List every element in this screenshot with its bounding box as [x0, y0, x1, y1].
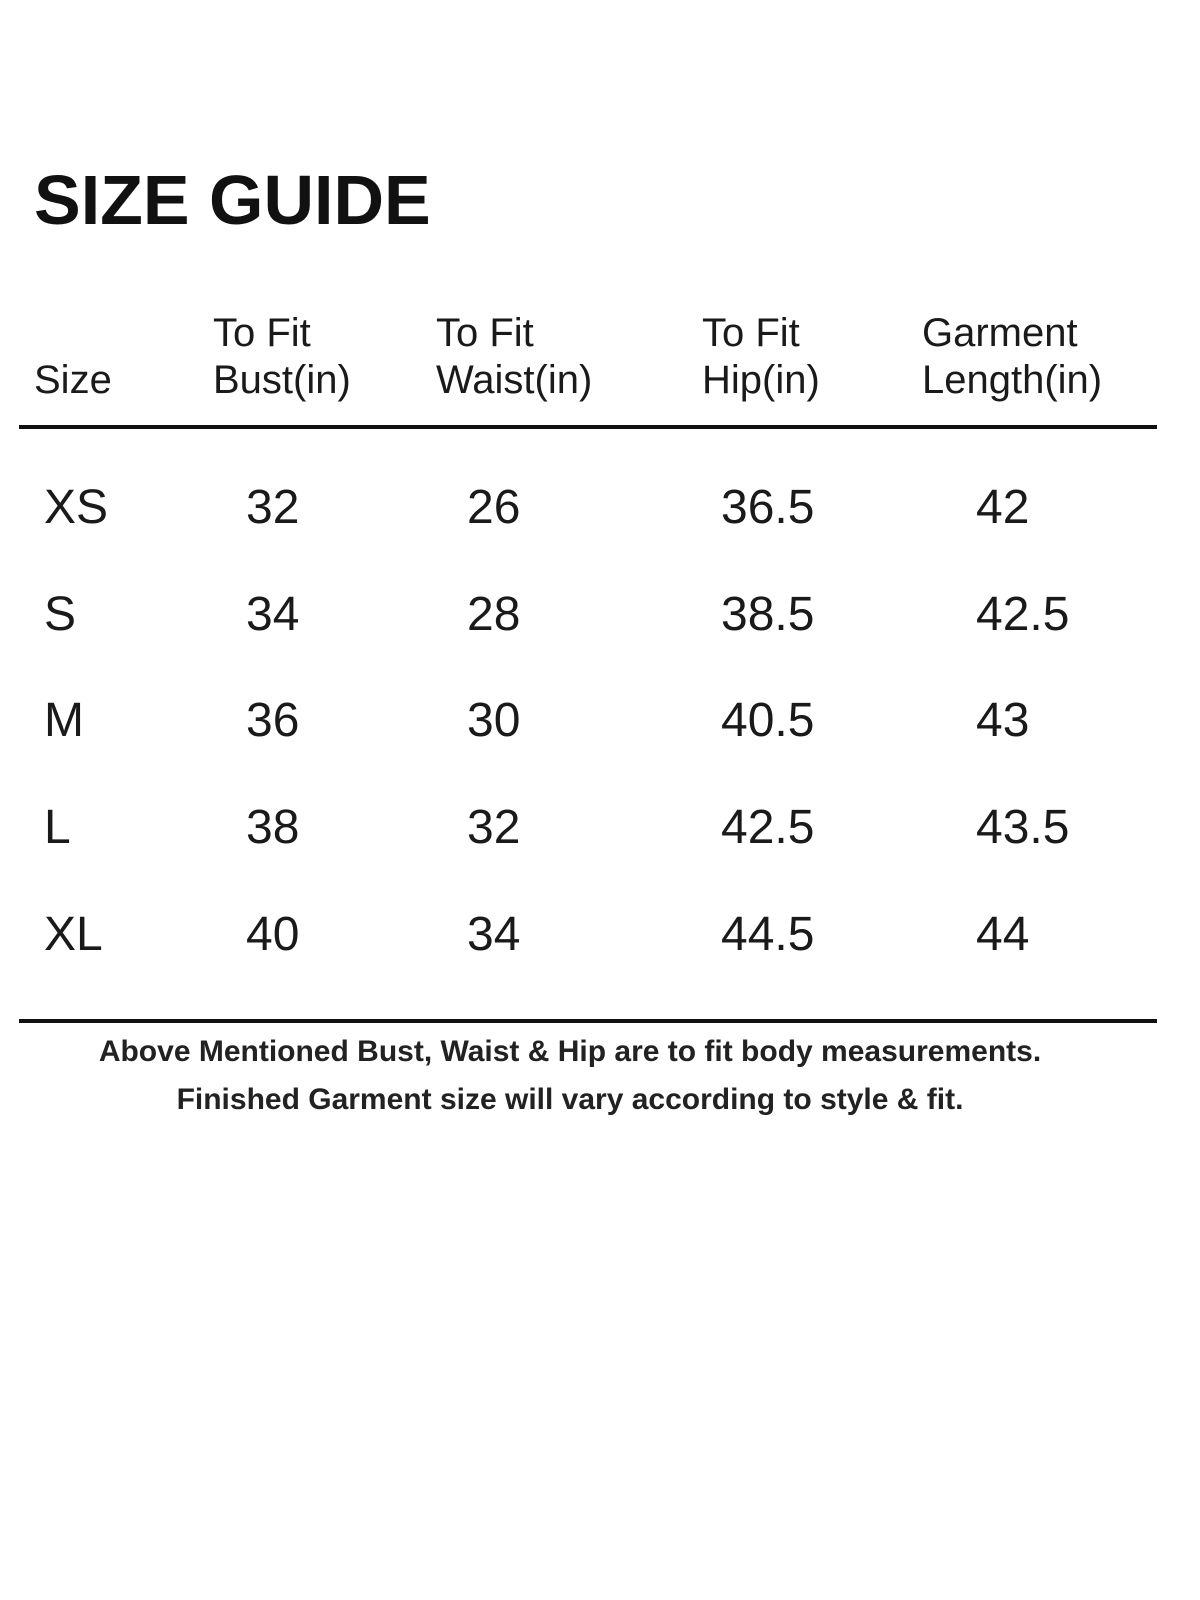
- cell-bust: 40: [246, 908, 300, 961]
- cell-bust: 34: [246, 588, 300, 641]
- table-row: [0, 585, 1200, 645]
- cell-waist: 28: [467, 588, 521, 641]
- cell-waist: 34: [467, 908, 521, 961]
- cell-size: S: [44, 588, 77, 641]
- footnote-line-1: Above Mentioned Bust, Waist & Hip are to fit body measurements.: [98, 1035, 1042, 1068]
- cell-hip: 36.5: [721, 481, 815, 534]
- header-size-line1: [34, 310, 112, 357]
- page-title: SIZE GUIDE: [34, 161, 431, 239]
- cell-length: 43.5: [976, 801, 1070, 854]
- header-bust-line1: To Fit: [213, 311, 311, 355]
- cell-bust: 32: [246, 481, 300, 534]
- header-bust-line2: Bust(in): [213, 358, 351, 402]
- table-row: [0, 905, 1200, 965]
- header-length-line1: Garment: [922, 311, 1078, 355]
- header-waist: [436, 310, 592, 404]
- header-hip: [702, 310, 820, 404]
- header-hip-line1: To Fit: [702, 311, 800, 355]
- header-waist-line1: To Fit: [436, 311, 534, 355]
- cell-size: M: [44, 694, 84, 747]
- cell-bust: 36: [246, 694, 300, 747]
- cell-hip: 38.5: [721, 588, 815, 641]
- cell-length: 44: [976, 908, 1030, 961]
- header-bust: [213, 310, 351, 404]
- cell-waist: 30: [467, 694, 521, 747]
- cell-bust: 38: [246, 801, 300, 854]
- header-size: [34, 310, 112, 404]
- header-length-line2: Length(in): [922, 358, 1103, 402]
- cell-hip: 44.5: [721, 908, 815, 961]
- header-divider: [19, 425, 1157, 429]
- cell-size: XL: [44, 908, 103, 961]
- header-length: [922, 310, 1102, 404]
- cell-size: L: [44, 801, 71, 854]
- footer-divider: [19, 1019, 1157, 1023]
- header-hip-line2: Hip(in): [702, 358, 820, 402]
- cell-hip: 42.5: [721, 801, 815, 854]
- cell-hip: 40.5: [721, 694, 815, 747]
- cell-length: 42: [976, 481, 1030, 534]
- cell-waist: 26: [467, 481, 521, 534]
- cell-length: 42.5: [976, 588, 1070, 641]
- table-row: [0, 478, 1200, 538]
- cell-length: 43: [976, 694, 1030, 747]
- header-size-line2: Size: [34, 358, 112, 402]
- footnote-line-2: Finished Garment size will vary according to style & fit.: [176, 1083, 964, 1116]
- header-waist-line2: Waist(in): [436, 358, 593, 402]
- table-row: [0, 798, 1200, 858]
- table-row: [0, 691, 1200, 751]
- cell-waist: 32: [467, 801, 521, 854]
- cell-size: XS: [44, 481, 109, 534]
